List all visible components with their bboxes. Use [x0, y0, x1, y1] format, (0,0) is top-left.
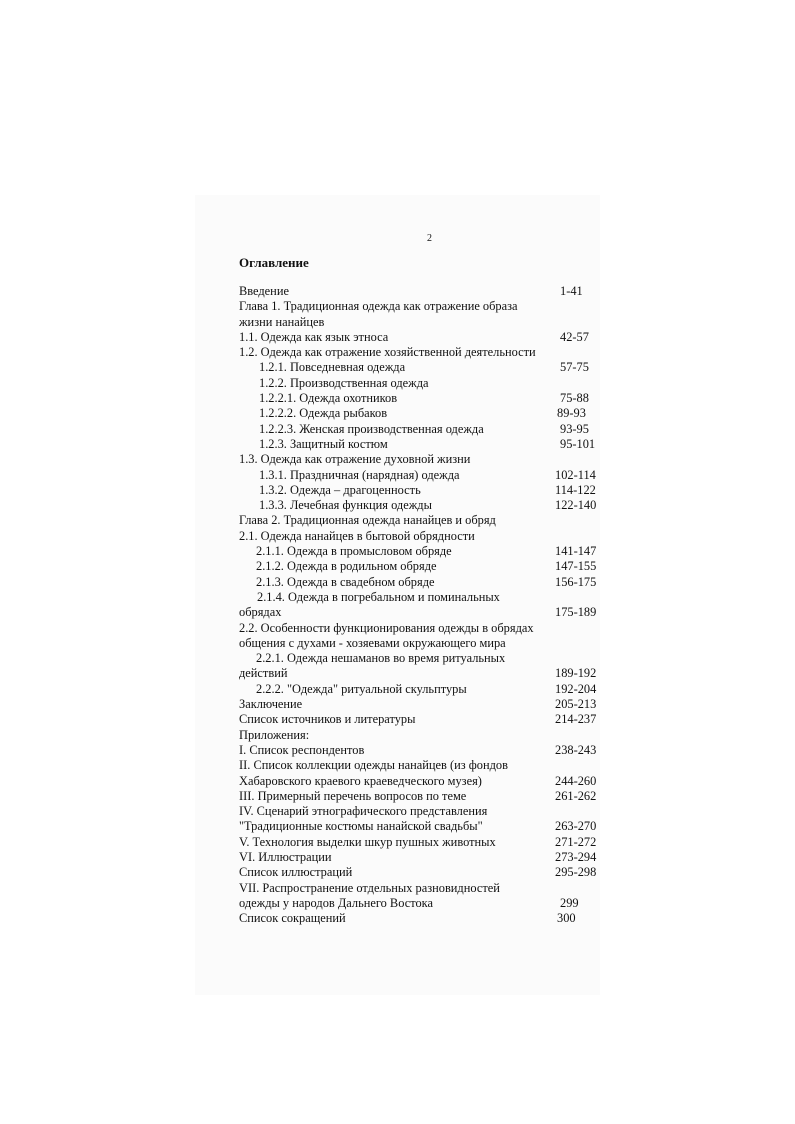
- toc-entry: [239, 406, 599, 421]
- toc-entry: [239, 299, 599, 314]
- entry-title: 1.3. Одежда как отражение духовной жизни: [239, 452, 471, 467]
- entry-title: Список иллюстраций: [239, 865, 353, 880]
- toc-entry: [239, 666, 599, 681]
- toc-entry: [239, 284, 599, 299]
- entry-pages: 57-75: [560, 360, 589, 375]
- toc-entry: [239, 360, 599, 375]
- entry-title: 1.2.2.3. Женская производственная одежда: [259, 421, 484, 436]
- entry-title: 2.1.2. Одежда в родильном обряде: [256, 559, 437, 574]
- toc-entry: [239, 391, 599, 406]
- entry-title: IV. Сценарий этнографического представления: [239, 804, 488, 819]
- toc-entry: [239, 621, 599, 636]
- toc-entry: [239, 513, 599, 528]
- entry-pages: 175-189: [555, 605, 597, 620]
- toc-entry: [239, 712, 599, 727]
- entry-title: 1.2.1. Повседневная одежда: [259, 360, 406, 375]
- toc-entry: [239, 774, 599, 789]
- entry-pages: 261-262: [555, 788, 597, 803]
- entry-pages: 89-93: [557, 406, 586, 421]
- entry-pages: 122-140: [555, 498, 597, 513]
- toc-entry: [239, 636, 599, 651]
- entry-title: Глава 2. Традиционная одежда нанайцев и обряд: [239, 513, 496, 528]
- toc-entry: [239, 697, 599, 712]
- entry-title: 1.2. Одежда как отражение хозяйственной деятельности: [239, 345, 536, 360]
- entry-title: 2.2. Особенности функционирования одежды в обрядах: [239, 620, 534, 635]
- entry-title: VI. Иллюстрации: [239, 849, 332, 864]
- entry-pages: 141-147: [555, 544, 597, 559]
- toc-entry: [239, 559, 599, 574]
- entry-title: Заключение: [239, 697, 303, 712]
- page-number: 2: [427, 233, 432, 244]
- entry-pages: 300: [557, 911, 576, 926]
- toc-entry: [239, 789, 599, 804]
- entry-title: жизни нанайцев: [239, 314, 325, 329]
- toc-entry: [239, 483, 599, 498]
- entry-pages: 192-204: [555, 681, 597, 696]
- toc-entry: [239, 529, 599, 544]
- entry-title: 2.1.3. Одежда в свадебном обряде: [256, 574, 435, 589]
- toc-entry: [239, 651, 599, 666]
- entry-pages: 189-192: [555, 666, 597, 681]
- toc-entry: [239, 575, 599, 590]
- entry-title: II. Список коллекции одежды нанайцев (из фондов: [239, 758, 508, 773]
- entry-title: V. Технология выделки шкур пушных животных: [239, 834, 496, 849]
- entry-title: Список источников и литературы: [239, 712, 416, 727]
- toc-entry: [239, 758, 599, 773]
- toc-entry: [239, 743, 599, 758]
- toc-heading: Оглавление: [239, 255, 309, 270]
- entry-title: Приложения:: [239, 727, 310, 742]
- entry-title: Глава 1. Традиционная одежда как отражение образа: [239, 299, 518, 314]
- entry-pages: 156-175: [555, 574, 597, 589]
- entry-pages: 42-57: [560, 329, 589, 344]
- entry-title: 2.1. Одежда нанайцев в бытовой обрядности: [239, 528, 475, 543]
- entry-pages: 238-243: [555, 742, 597, 757]
- toc-entry: [239, 728, 599, 743]
- toc-entry: [239, 850, 599, 865]
- entry-title: 2.1.1. Одежда в промысловом обряде: [256, 544, 452, 559]
- entry-title: I. Список респондентов: [239, 742, 365, 757]
- entry-title: "Традиционные костюмы нанайской свадьбы": [239, 819, 483, 834]
- entry-pages: 273-294: [555, 849, 597, 864]
- entry-pages: 75-88: [560, 391, 589, 406]
- entry-pages: 244-260: [555, 773, 597, 788]
- entry-pages: 295-298: [555, 865, 597, 880]
- toc-entry: [239, 911, 599, 926]
- entry-title: 2.2.1. Одежда нешаманов во время ритуальных: [256, 651, 506, 666]
- entry-title: Список сокращений: [239, 911, 346, 926]
- toc-entry: [239, 376, 599, 391]
- entry-title: 1.3.1. Праздничная (нарядная) одежда: [259, 467, 460, 482]
- entry-title: 1.2.3. Защитный костюм: [259, 436, 388, 451]
- entry-pages: 271-272: [555, 834, 597, 849]
- entry-pages: 205-213: [555, 697, 597, 712]
- toc-entry: [239, 881, 599, 896]
- toc-entry: [239, 682, 599, 697]
- toc-entry: [239, 468, 599, 483]
- toc-entry: [239, 865, 599, 880]
- toc-entry: [239, 835, 599, 850]
- entry-title: действий: [239, 666, 288, 681]
- entry-title: III. Примерный перечень вопросов по теме: [239, 788, 467, 803]
- entry-title: 1.1. Одежда как язык этноса: [239, 329, 389, 344]
- entry-title: обрядах: [239, 605, 282, 620]
- toc-entry: [239, 544, 599, 559]
- entry-title: одежды у народов Дальнего Востока: [239, 895, 433, 910]
- entry-pages: 214-237: [555, 712, 597, 727]
- entry-title: общения с духами - хозяевами окружающего мира: [239, 635, 506, 650]
- entry-pages: 299: [560, 895, 579, 910]
- entry-title: Введение: [239, 284, 289, 298]
- entry-title: 1.3.3. Лечебная функция одежды: [259, 498, 432, 513]
- entry-pages: 102-114: [555, 467, 596, 482]
- entry-title: 2.2.2. "Одежда" ритуальной скульптуры: [256, 681, 467, 696]
- entry-title: 1.2.2.2. Одежда рыбаков: [259, 406, 388, 421]
- entry-title: Хабаровского краевого краеведческого музея): [239, 773, 482, 788]
- entry-title: 1.2.2.1. Одежда охотников: [259, 391, 398, 406]
- entry-pages: 147-155: [555, 559, 597, 574]
- entry-title: VII. Распространение отдельных разновидностей: [239, 880, 500, 895]
- entry-pages: 95-101: [560, 436, 596, 451]
- entry-title: 1.3.2. Одежда – драгоценность: [259, 482, 421, 497]
- toc-entry: [239, 330, 599, 345]
- toc-entry: [239, 819, 599, 834]
- toc-entry: [239, 437, 599, 452]
- entry-title: 2.1.4. Одежда в погребальном и поминальных: [257, 589, 500, 604]
- entry-pages: 1-41: [560, 284, 583, 298]
- toc-entry: [239, 345, 599, 360]
- table-of-contents: [239, 284, 599, 926]
- toc-entry: [239, 422, 599, 437]
- entry-title: 1.2.2. Производственная одежда: [259, 375, 429, 390]
- toc-entry: [239, 896, 599, 911]
- toc-entry: [239, 590, 599, 605]
- toc-entry: [239, 498, 599, 513]
- toc-entry: [239, 605, 599, 620]
- toc-entry: [239, 315, 599, 330]
- toc-entry: [239, 804, 599, 819]
- entry-pages: 263-270: [555, 819, 597, 834]
- entry-pages: 93-95: [560, 421, 589, 436]
- entry-pages: 114-122: [555, 482, 596, 497]
- toc-entry: [239, 452, 599, 467]
